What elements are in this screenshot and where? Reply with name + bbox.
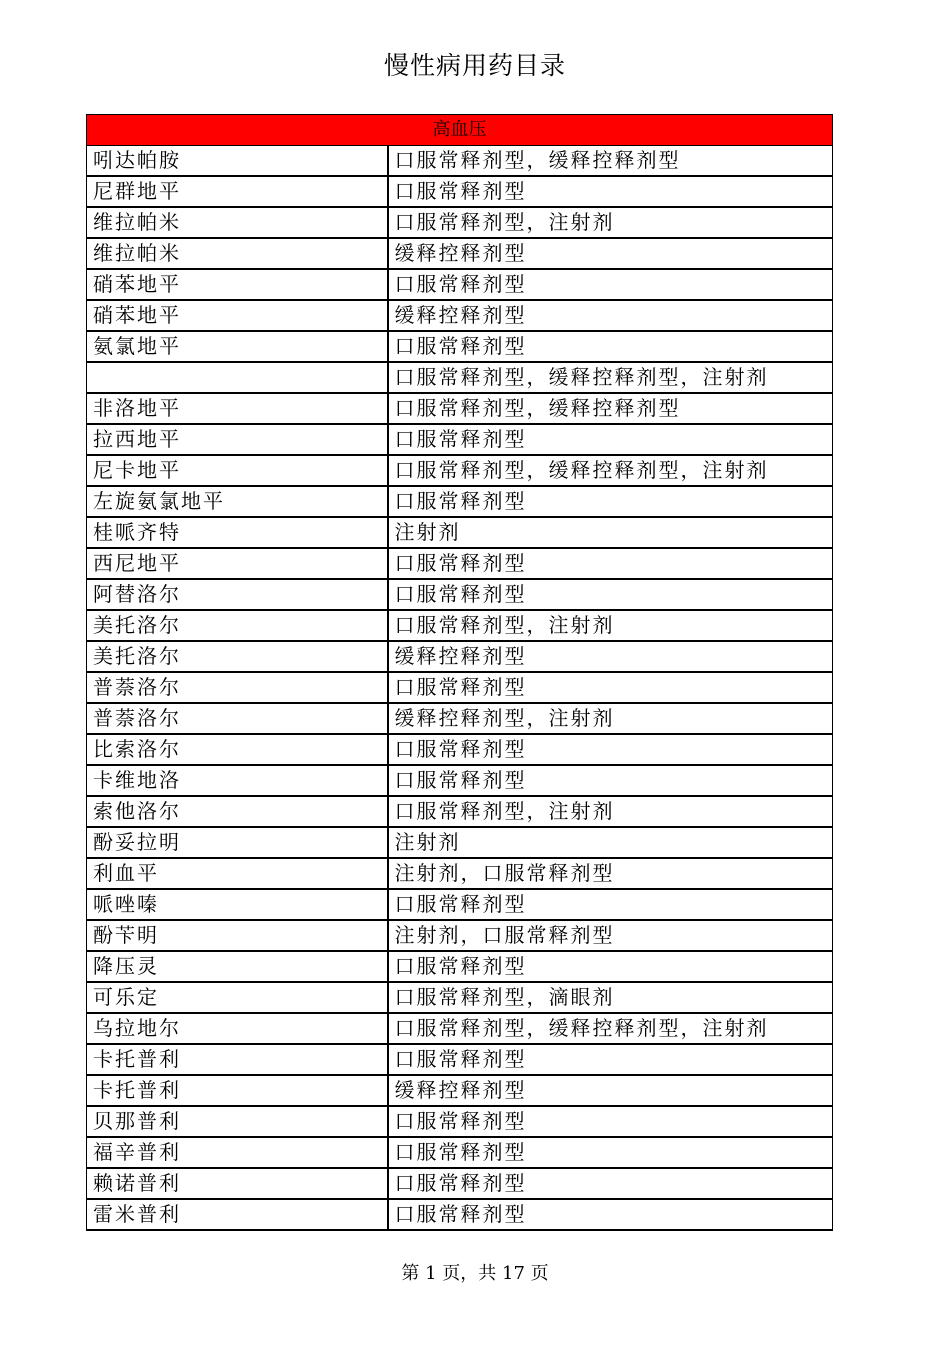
dosage-form-cell: 口服常释剂型，滴眼剂 xyxy=(388,982,833,1013)
drug-name-cell: 维拉帕米 xyxy=(87,238,388,269)
table-row xyxy=(87,1013,833,1044)
dosage-form-cell: 口服常释剂型 xyxy=(388,1199,833,1230)
table-row xyxy=(87,610,833,641)
drug-name-cell: 美托洛尔 xyxy=(87,641,388,672)
table-row xyxy=(87,486,833,517)
drug-name-cell: 拉西地平 xyxy=(87,424,388,455)
drug-name-cell: 可乐定 xyxy=(87,982,388,1013)
page-footer: 第 1 页，共 17 页 xyxy=(401,1263,549,1284)
drug-name-cell: 卡维地洛 xyxy=(87,765,388,796)
dosage-form-cell: 注射剂 xyxy=(388,517,833,548)
drug-name-cell: 贝那普利 xyxy=(87,1106,388,1137)
table-row xyxy=(87,951,833,982)
dosage-form-cell: 缓释控释剂型 xyxy=(388,300,833,331)
drug-name-cell: 普萘洛尔 xyxy=(87,672,388,703)
drug-name-cell: 卡托普利 xyxy=(87,1044,388,1075)
drug-name-cell: 尼群地平 xyxy=(87,176,388,207)
dosage-form-cell: 缓释控释剂型 xyxy=(388,238,833,269)
drug-table-container xyxy=(86,114,832,1231)
dosage-form-cell: 口服常释剂型 xyxy=(388,579,833,610)
drug-name-cell: 尼卡地平 xyxy=(87,455,388,486)
dosage-form-cell: 口服常释剂型 xyxy=(388,486,833,517)
dosage-form-cell: 口服常释剂型 xyxy=(388,1137,833,1168)
table-row xyxy=(87,548,833,579)
drug-name-cell: 硝苯地平 xyxy=(87,269,388,300)
table-row xyxy=(87,393,833,424)
dosage-form-cell: 注射剂，口服常释剂型 xyxy=(388,920,833,951)
drug-name-cell: 索他洛尔 xyxy=(87,796,388,827)
table-row xyxy=(87,269,833,300)
dosage-form-cell: 缓释控释剂型 xyxy=(388,1075,833,1106)
table-row xyxy=(87,982,833,1013)
dosage-form-cell: 口服常释剂型 xyxy=(388,1168,833,1199)
table-row xyxy=(87,858,833,889)
section-header-row xyxy=(87,115,833,146)
drug-name-cell: 美托洛尔 xyxy=(87,610,388,641)
drug-name-cell: 非洛地平 xyxy=(87,393,388,424)
table-row xyxy=(87,796,833,827)
dosage-form-cell: 口服常释剂型 xyxy=(388,176,833,207)
dosage-form-cell: 口服常释剂型 xyxy=(388,548,833,579)
table-row xyxy=(87,579,833,610)
drug-name-cell: 硝苯地平 xyxy=(87,300,388,331)
table-row xyxy=(87,889,833,920)
drug-name-cell: 比索洛尔 xyxy=(87,734,388,765)
drug-name-cell: 氨氯地平 xyxy=(87,331,388,362)
drug-name-cell: 桂哌齐特 xyxy=(87,517,388,548)
dosage-form-cell: 缓释控释剂型 xyxy=(388,641,833,672)
drug-name-cell: 卡托普利 xyxy=(87,1075,388,1106)
table-row xyxy=(87,176,833,207)
dosage-form-cell: 口服常释剂型，注射剂 xyxy=(388,207,833,238)
dosage-form-cell: 口服常释剂型，缓释控释剂型 xyxy=(388,146,833,177)
drug-name-cell: 乌拉地尔 xyxy=(87,1013,388,1044)
dosage-form-cell: 口服常释剂型 xyxy=(388,1044,833,1075)
dosage-form-cell: 口服常释剂型 xyxy=(388,424,833,455)
dosage-form-cell: 口服常释剂型，缓释控释剂型，注射剂 xyxy=(388,362,833,393)
dosage-form-cell: 口服常释剂型 xyxy=(388,889,833,920)
drug-name-cell: 维拉帕米 xyxy=(87,207,388,238)
table-row xyxy=(87,672,833,703)
table-row xyxy=(87,827,833,858)
drug-name-cell: 吲达帕胺 xyxy=(87,146,388,177)
dosage-form-cell: 注射剂 xyxy=(388,827,833,858)
table-row xyxy=(87,207,833,238)
section-header: 高血压 xyxy=(87,115,833,146)
drug-name-cell: 哌唑嗪 xyxy=(87,889,388,920)
table-row xyxy=(87,455,833,486)
table-row xyxy=(87,1168,833,1199)
table-row xyxy=(87,920,833,951)
table-row xyxy=(87,300,833,331)
drug-name-cell: 西尼地平 xyxy=(87,548,388,579)
dosage-form-cell: 口服常释剂型 xyxy=(388,765,833,796)
dosage-form-cell: 口服常释剂型，缓释控释剂型 xyxy=(388,393,833,424)
drug-name-cell: 阿替洛尔 xyxy=(87,579,388,610)
table-row xyxy=(87,1075,833,1106)
table-row xyxy=(87,641,833,672)
table-row xyxy=(87,1199,833,1230)
table-row xyxy=(87,1137,833,1168)
dosage-form-cell: 注射剂，口服常释剂型 xyxy=(388,858,833,889)
table-row xyxy=(87,703,833,734)
dosage-form-cell: 口服常释剂型，缓释控释剂型，注射剂 xyxy=(388,1013,833,1044)
table-row xyxy=(87,424,833,455)
page-title: 慢性病用药目录 xyxy=(383,51,566,80)
drug-name-cell: 普萘洛尔 xyxy=(87,703,388,734)
table-row xyxy=(87,331,833,362)
dosage-form-cell: 口服常释剂型 xyxy=(388,269,833,300)
dosage-form-cell: 口服常释剂型 xyxy=(388,734,833,765)
table-row xyxy=(87,362,833,393)
dosage-form-cell: 口服常释剂型 xyxy=(388,331,833,362)
table-row xyxy=(87,238,833,269)
drug-name-cell xyxy=(87,362,388,393)
drug-rows xyxy=(87,146,833,1231)
dosage-form-cell: 口服常释剂型，注射剂 xyxy=(388,796,833,827)
drug-name-cell: 酚妥拉明 xyxy=(87,827,388,858)
table-row xyxy=(87,734,833,765)
drug-name-cell: 赖诺普利 xyxy=(87,1168,388,1199)
dosage-form-cell: 口服常释剂型 xyxy=(388,951,833,982)
dosage-form-cell: 口服常释剂型，缓释控释剂型，注射剂 xyxy=(388,455,833,486)
table-row xyxy=(87,517,833,548)
drug-name-cell: 雷米普利 xyxy=(87,1199,388,1230)
drug-name-cell: 利血平 xyxy=(87,858,388,889)
dosage-form-cell: 口服常释剂型，注射剂 xyxy=(388,610,833,641)
drug-name-cell: 左旋氨氯地平 xyxy=(87,486,388,517)
drug-name-cell: 福辛普利 xyxy=(87,1137,388,1168)
table-row xyxy=(87,1106,833,1137)
table-row xyxy=(87,146,833,177)
table-row xyxy=(87,765,833,796)
dosage-form-cell: 缓释控释剂型，注射剂 xyxy=(388,703,833,734)
drug-name-cell: 降压灵 xyxy=(87,951,388,982)
table-row xyxy=(87,1044,833,1075)
dosage-form-cell: 口服常释剂型 xyxy=(388,1106,833,1137)
dosage-form-cell: 口服常释剂型 xyxy=(388,672,833,703)
drug-table xyxy=(86,114,833,1231)
drug-name-cell: 酚苄明 xyxy=(87,920,388,951)
